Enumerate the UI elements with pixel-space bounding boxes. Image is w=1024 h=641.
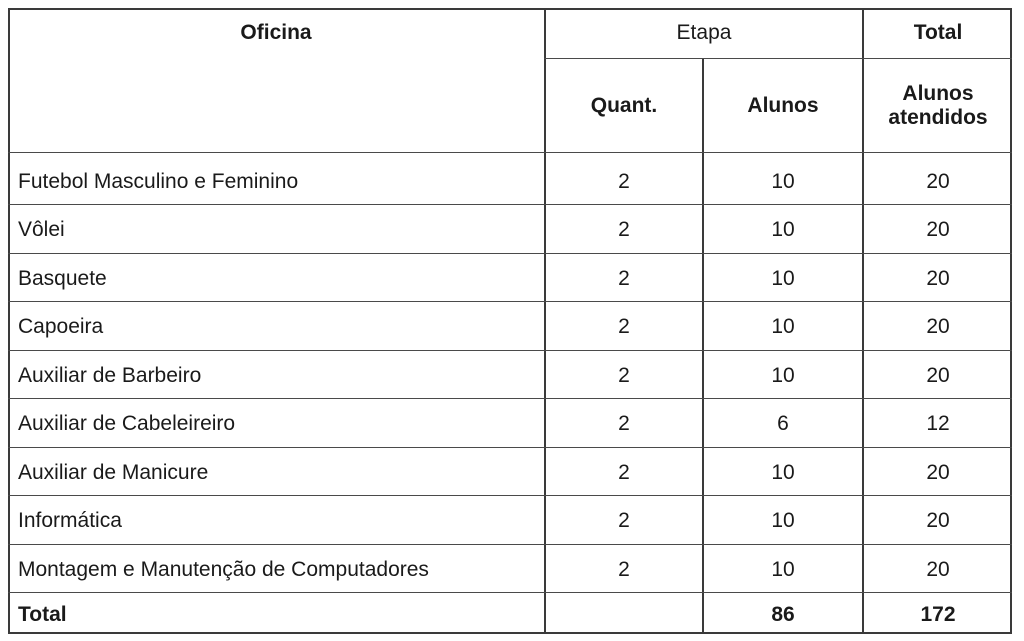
cell-oficina: Auxiliar de Barbeiro <box>18 363 202 387</box>
header-oficina: Oficina <box>240 20 312 44</box>
cell-quant: 2 <box>618 509 630 533</box>
cell-alunos: 6 <box>777 412 789 436</box>
row-divider <box>8 544 1012 545</box>
row-divider <box>8 495 1012 496</box>
cell-oficina: Montagem e Manutenção de Computadores <box>18 557 429 581</box>
header-alunos: Alunos <box>747 93 819 117</box>
row-divider <box>8 301 1012 302</box>
cell-oficina: Capoeira <box>18 315 104 339</box>
header-divider-upper <box>544 58 1012 59</box>
header-alunos-atendidos <box>864 60 1012 152</box>
cell-total: 20 <box>926 218 950 242</box>
cell-quant: 2 <box>618 412 630 436</box>
cell-alunos: 10 <box>771 266 795 290</box>
footer-total: 172 <box>920 602 956 626</box>
footer-alunos: 86 <box>771 602 795 626</box>
row-divider <box>8 350 1012 351</box>
cell-alunos: 10 <box>771 218 795 242</box>
cell-quant: 2 <box>618 460 630 484</box>
row-divider <box>8 447 1012 448</box>
cell-alunos: 10 <box>771 460 795 484</box>
cell-oficina: Informática <box>18 509 122 533</box>
cell-quant: 2 <box>618 363 630 387</box>
cell-total: 20 <box>926 266 950 290</box>
cell-total: 12 <box>926 412 950 436</box>
cell-quant: 2 <box>618 169 630 193</box>
cell-oficina: Vôlei <box>18 218 65 242</box>
cell-oficina: Auxiliar de Manicure <box>18 460 209 484</box>
cell-alunos: 10 <box>771 315 795 339</box>
cell-total: 20 <box>926 557 950 581</box>
cell-quant: 2 <box>618 557 630 581</box>
row-divider <box>8 253 1012 254</box>
cell-total: 20 <box>926 169 950 193</box>
cell-oficina: Basquete <box>18 266 107 290</box>
header-divider <box>8 152 1012 153</box>
cell-quant: 2 <box>618 315 630 339</box>
cell-oficina: Futebol Masculino e Feminino <box>18 169 299 193</box>
cell-oficina: Auxiliar de Cabeleireiro <box>18 412 236 436</box>
header-total: Total <box>913 20 963 44</box>
row-divider <box>8 398 1012 399</box>
cell-alunos: 10 <box>771 363 795 387</box>
cell-total: 20 <box>926 509 950 533</box>
header-quant: Quant. <box>590 93 658 117</box>
footer-label: Total <box>18 602 67 626</box>
footer-quant <box>546 596 702 634</box>
header-etapa: Etapa <box>676 20 732 44</box>
row-divider <box>8 592 1012 593</box>
cell-alunos: 10 <box>771 169 795 193</box>
cell-total: 20 <box>926 315 950 339</box>
cell-quant: 2 <box>618 266 630 290</box>
row-divider <box>8 204 1012 205</box>
cell-total: 20 <box>926 363 950 387</box>
cell-alunos: 10 <box>771 557 795 581</box>
cell-total: 20 <box>926 460 950 484</box>
cell-quant: 2 <box>618 218 630 242</box>
header-alunos-atendidos-line1: Alunos <box>902 81 974 105</box>
cell-alunos: 10 <box>771 509 795 533</box>
header-alunos-atendidos-line2: atendidos <box>888 106 988 129</box>
